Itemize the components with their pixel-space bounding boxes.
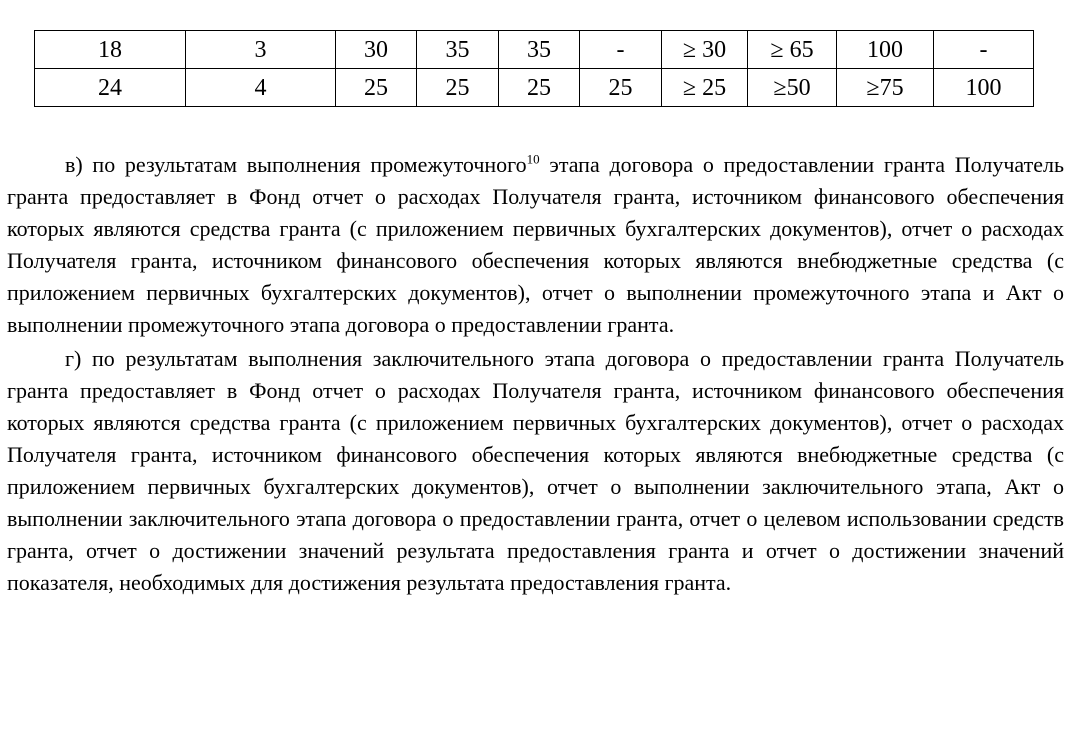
table-cell: 30 bbox=[336, 31, 417, 69]
data-table bbox=[34, 30, 1034, 107]
table-cell: ≥ 25 bbox=[662, 69, 748, 107]
paragraph-v bbox=[7, 149, 1064, 341]
footnote-ref: 10 bbox=[526, 151, 540, 167]
table-cell: 3 bbox=[186, 31, 336, 69]
paragraph-g: г) по результатам выполнения заключительного этапа договора о предоставлении гранта Получатель гранта предоставляет в Фонд отчет о расходах Получателя гранта, источником финансового обеспечения которых являются средства гранта (с приложением первичных бухгалтерских документов), отчет о расходах Получателя гранта, источником финансового обеспечения которых являются внебюджетные средства (с приложением первичных бухгалтерских документов), отчет о выполнении заключительного этапа, Акт о выполнении заключительного этапа договора о предоставлении гранта, отчет о целевом использовании средств гранта, отчет о достижении значений результата предоставления гранта и отчет о достижении значений показателя, необходимых для достижения результата предоставления гранта. bbox=[7, 346, 1064, 595]
table-cell: 35 bbox=[499, 31, 580, 69]
table-cell: 4 bbox=[186, 69, 336, 107]
table-cell: 25 bbox=[417, 69, 499, 107]
table-cell: 100 bbox=[837, 31, 934, 69]
table-cell: ≥ 65 bbox=[748, 31, 837, 69]
table-cell: 24 bbox=[35, 69, 186, 107]
paragraph-v-rest: этапа договора о предоставлении гранта Получатель гранта предоставляет в Фонд отчет о расходах Получателя гранта, источником финансового обеспечения которых являются средства гранта (с приложением первичных бухгалтерских документов), отчет о расходах Получателя гранта, источником финансового обеспечения которых являются внебюджетные средства (с приложением первичных бухгалтерских документов), отчет о выполнении промежуточного этапа и Акт о выполнении промежуточного этапа договора о предоставлении гранта. bbox=[7, 152, 1065, 337]
table-cell: 35 bbox=[417, 31, 499, 69]
body-text bbox=[7, 149, 1064, 599]
table-cell: - bbox=[580, 31, 662, 69]
table-cell: 25 bbox=[580, 69, 662, 107]
table-cell: ≥ 30 bbox=[662, 31, 748, 69]
table-row bbox=[35, 31, 1034, 69]
table-row bbox=[35, 69, 1034, 107]
table-cell: 100 bbox=[934, 69, 1034, 107]
table-cell: 18 bbox=[35, 31, 186, 69]
table-cell: - bbox=[934, 31, 1034, 69]
table-cell: ≥75 bbox=[837, 69, 934, 107]
paragraph-v-start: в) по результатам выполнения промежуточного bbox=[65, 152, 527, 177]
table-cell: 25 bbox=[336, 69, 417, 107]
table-cell: 25 bbox=[499, 69, 580, 107]
table-cell: ≥50 bbox=[748, 69, 837, 107]
